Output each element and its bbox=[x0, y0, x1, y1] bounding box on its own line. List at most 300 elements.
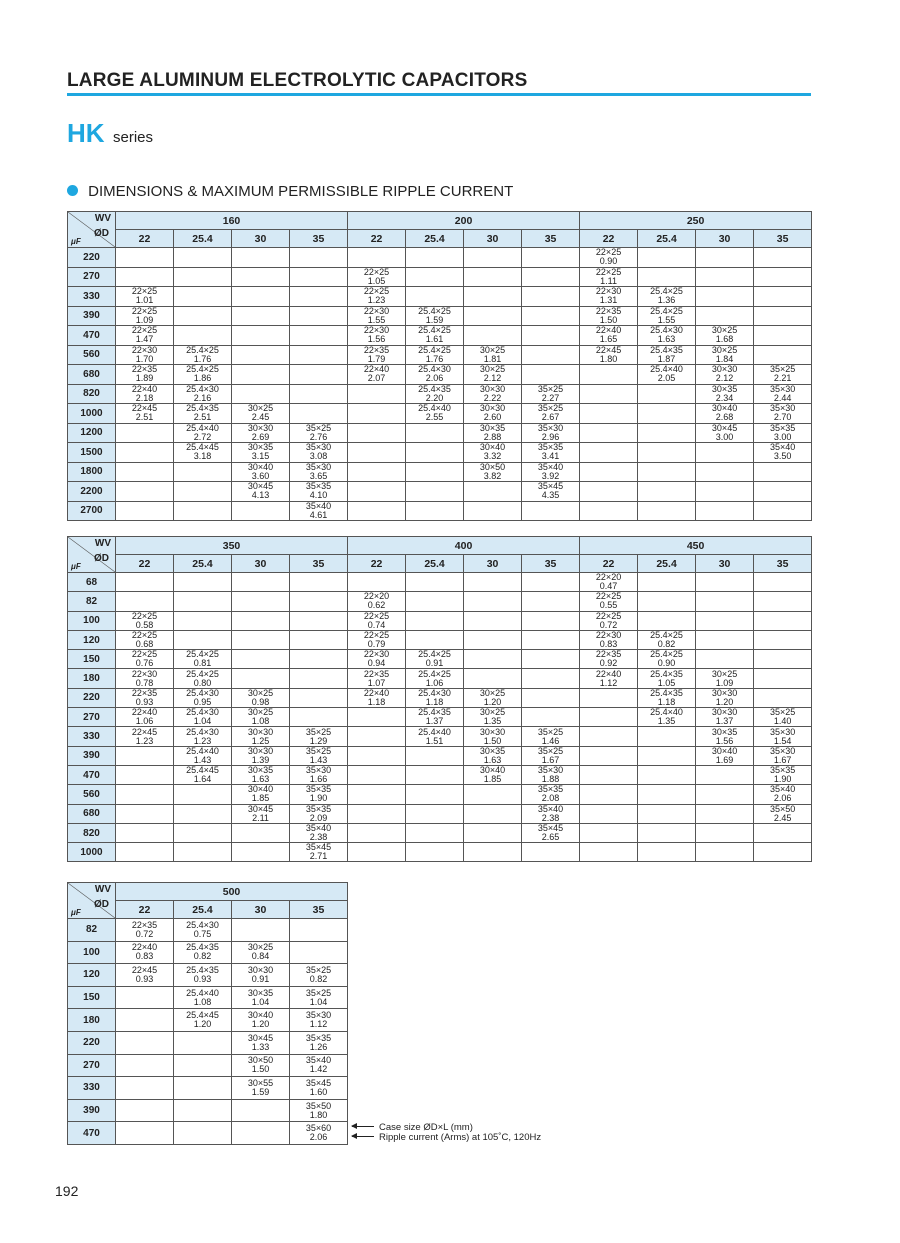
ripple-current: 2.20 bbox=[425, 392, 444, 403]
spec-cell bbox=[522, 650, 580, 669]
ripple-current: 1.84 bbox=[715, 353, 734, 364]
case-size: 25.4×25 bbox=[418, 668, 451, 679]
spec-cell bbox=[638, 573, 696, 592]
spec-cell bbox=[638, 843, 696, 862]
spec-cell bbox=[754, 482, 812, 502]
spec-cell bbox=[464, 404, 522, 424]
spec-cell bbox=[290, 746, 348, 765]
spec-cell bbox=[464, 306, 522, 326]
case-size: 25.4×40 bbox=[650, 707, 683, 718]
ripple-current: 1.54 bbox=[773, 735, 792, 746]
od-label: ØD bbox=[94, 228, 109, 239]
spec-cell bbox=[174, 326, 232, 346]
ripple-current: 2.18 bbox=[135, 392, 154, 403]
arrow-left-icon bbox=[352, 1136, 374, 1137]
spec-cell bbox=[696, 423, 754, 443]
table-row bbox=[68, 765, 812, 784]
table-row bbox=[68, 384, 812, 404]
spec-cell bbox=[696, 592, 754, 611]
spec-cell bbox=[348, 462, 406, 482]
spec-cell bbox=[580, 443, 638, 463]
ripple-current: 2.55 bbox=[425, 412, 444, 423]
case-size: 25.4×30 bbox=[186, 383, 219, 394]
ripple-current: 2.22 bbox=[483, 392, 502, 403]
ripple-current: 1.05 bbox=[657, 677, 676, 688]
case-size: 22×30 bbox=[131, 668, 158, 679]
case-size: 22×25 bbox=[131, 649, 158, 660]
capacitance-cell: 470 bbox=[68, 1122, 116, 1145]
case-size: 30×30 bbox=[247, 745, 274, 756]
ripple-current: 3.18 bbox=[193, 451, 212, 462]
ripple-current: 3.00 bbox=[715, 431, 734, 442]
spec-cell bbox=[522, 785, 580, 804]
od-label: ØD bbox=[94, 899, 109, 910]
spec-cell bbox=[116, 746, 174, 765]
spec-cell bbox=[290, 919, 348, 942]
case-size: 35×25 bbox=[305, 745, 332, 756]
spec-cell bbox=[406, 804, 464, 823]
ripple-current: 2.70 bbox=[773, 412, 792, 423]
case-size: 35×35 bbox=[305, 481, 332, 492]
spec-cell bbox=[754, 843, 812, 862]
case-size: 35×30 bbox=[305, 765, 332, 776]
spec-cell bbox=[522, 404, 580, 424]
ripple-current: 1.55 bbox=[657, 314, 676, 325]
ripple-current: 2.07 bbox=[367, 373, 386, 384]
spec-cell bbox=[406, 785, 464, 804]
case-size: 30×25 bbox=[479, 687, 506, 698]
case-size: 25.4×25 bbox=[186, 364, 219, 375]
spec-cell bbox=[116, 765, 174, 784]
diameter-header: 30 bbox=[464, 555, 522, 573]
case-size: 22×25 bbox=[131, 325, 158, 336]
spec-cell bbox=[754, 688, 812, 707]
spec-cell bbox=[174, 843, 232, 862]
spec-cell bbox=[116, 708, 174, 727]
case-size: 22×30 bbox=[595, 286, 622, 297]
spec-cell bbox=[522, 306, 580, 326]
case-size: 25.4×40 bbox=[186, 987, 219, 998]
capacitance-cell: 82 bbox=[68, 919, 116, 942]
case-size: 30×30 bbox=[479, 383, 506, 394]
case-size: 22×45 bbox=[131, 403, 158, 414]
table-row bbox=[68, 804, 812, 823]
case-size: 30×25 bbox=[711, 344, 738, 355]
ripple-current: 1.63 bbox=[483, 754, 502, 765]
ripple-current: 2.51 bbox=[193, 412, 212, 423]
spec-cell bbox=[638, 423, 696, 443]
capacitance-cell: 270 bbox=[68, 1054, 116, 1077]
ripple-current: 1.39 bbox=[251, 754, 270, 765]
spec-cell bbox=[348, 823, 406, 842]
spec-cell bbox=[464, 573, 522, 592]
spec-cell bbox=[406, 248, 464, 268]
spec-cell bbox=[116, 1099, 174, 1122]
case-size: 22×25 bbox=[131, 286, 158, 297]
spec-cell bbox=[116, 345, 174, 365]
ripple-current: 2.71 bbox=[309, 851, 328, 862]
case-size: 35×60 bbox=[305, 1123, 332, 1134]
ripple-current: 1.35 bbox=[483, 716, 502, 727]
spec-cell bbox=[406, 501, 464, 521]
spec-cell bbox=[174, 384, 232, 404]
spec-cell bbox=[696, 287, 754, 307]
diameter-header: 30 bbox=[696, 555, 754, 573]
ripple-current: 0.91 bbox=[251, 973, 270, 984]
table-row bbox=[68, 345, 812, 365]
spec-cell bbox=[522, 443, 580, 463]
spec-cell bbox=[174, 267, 232, 287]
spec-cell bbox=[348, 404, 406, 424]
wv-label: WV bbox=[94, 538, 111, 549]
ripple-current: 1.56 bbox=[715, 735, 734, 746]
spec-cell bbox=[638, 365, 696, 385]
spec-cell bbox=[464, 326, 522, 346]
table-row bbox=[68, 785, 812, 804]
ripple-current: 0.72 bbox=[599, 619, 618, 630]
spec-cell bbox=[232, 765, 290, 784]
table-row bbox=[68, 462, 812, 482]
ripple-current: 0.92 bbox=[599, 658, 618, 669]
table-row bbox=[68, 501, 812, 521]
spec-cell bbox=[406, 823, 464, 842]
case-size: 30×40 bbox=[247, 1010, 274, 1021]
spec-cell bbox=[638, 267, 696, 287]
ripple-current: 1.33 bbox=[251, 1041, 270, 1052]
spec-cell bbox=[464, 746, 522, 765]
case-size: 22×35 bbox=[363, 344, 390, 355]
spec-cell bbox=[754, 384, 812, 404]
spec-cell bbox=[174, 1031, 232, 1054]
ripple-current: 1.05 bbox=[367, 275, 386, 286]
spec-cell bbox=[232, 1054, 290, 1077]
spec-cell bbox=[174, 482, 232, 502]
capacitance-cell: 1500 bbox=[68, 443, 116, 463]
ripple-current: 2.51 bbox=[135, 412, 154, 423]
case-size: 35×40 bbox=[769, 784, 796, 795]
spec-cell bbox=[348, 765, 406, 784]
case-size: 22×20 bbox=[363, 591, 390, 602]
capacitance-cell: 220 bbox=[68, 248, 116, 268]
case-size: 22×25 bbox=[595, 266, 622, 277]
spec-cell bbox=[174, 650, 232, 669]
capacitance-cell: 150 bbox=[68, 650, 116, 669]
case-size: 35×50 bbox=[305, 1100, 332, 1111]
case-size: 35×45 bbox=[305, 1077, 332, 1088]
capacitance-cell: 680 bbox=[68, 365, 116, 385]
spec-cell bbox=[174, 669, 232, 688]
case-size: 25.4×25 bbox=[418, 325, 451, 336]
spec-cell bbox=[580, 423, 638, 443]
case-size: 30×30 bbox=[247, 964, 274, 975]
spec-cell bbox=[754, 650, 812, 669]
table-row bbox=[68, 1031, 348, 1054]
spec-cell bbox=[522, 688, 580, 707]
ripple-current: 1.81 bbox=[483, 353, 502, 364]
case-size: 30×30 bbox=[711, 707, 738, 718]
spec-cell bbox=[464, 267, 522, 287]
spec-cell bbox=[174, 248, 232, 268]
spec-cell bbox=[696, 843, 754, 862]
ripple-current: 2.16 bbox=[193, 392, 212, 403]
spec-cell bbox=[464, 248, 522, 268]
spec-cell bbox=[290, 267, 348, 287]
diameter-header: 25.4 bbox=[174, 901, 232, 919]
spec-cell bbox=[232, 1099, 290, 1122]
ripple-current: 1.12 bbox=[309, 1019, 328, 1030]
wv-label: WV bbox=[94, 884, 111, 895]
spec-cell bbox=[464, 785, 522, 804]
spec-cell bbox=[580, 746, 638, 765]
spec-cell bbox=[348, 423, 406, 443]
case-size: 35×30 bbox=[305, 442, 332, 453]
spec-cell bbox=[290, 708, 348, 727]
ripple-current: 0.80 bbox=[193, 677, 212, 688]
voltage-header-row bbox=[68, 883, 348, 901]
spec-cell bbox=[754, 423, 812, 443]
spec-cell bbox=[754, 785, 812, 804]
table-row bbox=[68, 267, 812, 287]
ripple-current: 0.94 bbox=[367, 658, 386, 669]
capacitance-cell: 220 bbox=[68, 688, 116, 707]
voltage-header: 200 bbox=[348, 212, 580, 230]
spec-cell bbox=[638, 345, 696, 365]
ripple-current: 1.23 bbox=[193, 735, 212, 746]
spec-cell bbox=[522, 248, 580, 268]
spec-cell bbox=[116, 404, 174, 424]
spec-cell bbox=[464, 765, 522, 784]
spec-cell bbox=[232, 746, 290, 765]
ripple-current: 1.76 bbox=[193, 353, 212, 364]
spec-cell bbox=[116, 785, 174, 804]
ripple-current: 1.06 bbox=[135, 716, 154, 727]
spec-cell bbox=[290, 611, 348, 630]
table-row bbox=[68, 573, 812, 592]
spec-cell bbox=[348, 573, 406, 592]
spec-cell bbox=[580, 384, 638, 404]
spec-cell bbox=[290, 1077, 348, 1100]
case-size: 35×25 bbox=[305, 964, 332, 975]
spec-cell bbox=[174, 462, 232, 482]
spec-cell bbox=[232, 306, 290, 326]
spec-cell bbox=[232, 611, 290, 630]
spec-cell bbox=[232, 941, 290, 964]
diameter-header: 25.4 bbox=[174, 230, 232, 248]
voltage-header-row bbox=[68, 212, 812, 230]
spec-cell bbox=[174, 1099, 232, 1122]
case-size: 25.4×30 bbox=[186, 726, 219, 737]
case-size: 22×45 bbox=[131, 726, 158, 737]
ripple-current: 0.62 bbox=[367, 600, 386, 611]
case-size: 35×40 bbox=[769, 442, 796, 453]
spec-cell bbox=[638, 287, 696, 307]
ripple-current: 1.67 bbox=[541, 754, 560, 765]
capacitance-cell: 560 bbox=[68, 785, 116, 804]
spec-cell bbox=[290, 1054, 348, 1077]
case-size: 22×35 bbox=[131, 364, 158, 375]
spec-cell bbox=[116, 423, 174, 443]
spec-cell bbox=[406, 746, 464, 765]
spec-cell bbox=[522, 746, 580, 765]
spec-cell bbox=[406, 462, 464, 482]
case-size: 35×35 bbox=[305, 1032, 332, 1043]
ripple-current: 3.92 bbox=[541, 470, 560, 481]
spec-cell bbox=[348, 611, 406, 630]
spec-cell bbox=[174, 941, 232, 964]
ripple-current: 1.20 bbox=[715, 696, 734, 707]
spec-cell bbox=[348, 326, 406, 346]
case-size: 25.4×30 bbox=[418, 364, 451, 375]
diameter-header: 35 bbox=[754, 555, 812, 573]
case-size: 35×30 bbox=[537, 422, 564, 433]
diameter-header: 35 bbox=[754, 230, 812, 248]
spec-cell bbox=[116, 964, 174, 987]
spec-cell bbox=[406, 404, 464, 424]
case-size: 30×45 bbox=[247, 803, 274, 814]
spec-cell bbox=[232, 630, 290, 649]
spec-cell bbox=[174, 785, 232, 804]
wv-label: WV bbox=[94, 213, 111, 224]
spec-cell bbox=[464, 501, 522, 521]
case-size: 30×35 bbox=[711, 383, 738, 394]
spec-cell bbox=[290, 941, 348, 964]
ripple-current: 1.60 bbox=[309, 1086, 328, 1097]
spec-cell bbox=[464, 287, 522, 307]
table-row bbox=[68, 986, 348, 1009]
voltage-header: 400 bbox=[348, 537, 580, 555]
spec-cell bbox=[696, 306, 754, 326]
spec-cell bbox=[522, 804, 580, 823]
ripple-current: 1.47 bbox=[135, 334, 154, 345]
capacitance-cell: 330 bbox=[68, 727, 116, 746]
ripple-current: 0.68 bbox=[135, 639, 154, 650]
spec-cell bbox=[232, 919, 290, 942]
ripple-current: 0.84 bbox=[251, 951, 270, 962]
case-size: 30×55 bbox=[247, 1077, 274, 1088]
spec-cell bbox=[232, 482, 290, 502]
case-size: 35×40 bbox=[305, 500, 332, 511]
ripple-current: 1.46 bbox=[541, 735, 560, 746]
spec-cell bbox=[406, 630, 464, 649]
spec-cell bbox=[580, 326, 638, 346]
ripple-current: 3.82 bbox=[483, 470, 502, 481]
ripple-current: 1.18 bbox=[425, 696, 444, 707]
spec-cell bbox=[116, 306, 174, 326]
ripple-current: 0.55 bbox=[599, 600, 618, 611]
ripple-current: 1.55 bbox=[367, 314, 386, 325]
case-size: 22×30 bbox=[363, 305, 390, 316]
case-size: 30×35 bbox=[479, 422, 506, 433]
case-size: 35×25 bbox=[537, 403, 564, 414]
case-size: 35×25 bbox=[537, 745, 564, 756]
capacitance-cell: 68 bbox=[68, 573, 116, 592]
spec-cell bbox=[174, 964, 232, 987]
spec-cell bbox=[116, 804, 174, 823]
spec-cell bbox=[754, 708, 812, 727]
ripple-current: 2.38 bbox=[309, 832, 328, 842]
ripple-current: 1.04 bbox=[309, 996, 328, 1007]
spec-cell bbox=[580, 727, 638, 746]
ripple-current: 1.61 bbox=[425, 334, 444, 345]
ripple-current: 2.65 bbox=[541, 832, 560, 842]
ripple-current: 1.26 bbox=[309, 1041, 328, 1052]
spec-cell bbox=[522, 365, 580, 385]
capacitance-cell: 390 bbox=[68, 1099, 116, 1122]
ripple-current: 1.65 bbox=[599, 334, 618, 345]
case-size: 30×25 bbox=[711, 668, 738, 679]
case-size: 22×45 bbox=[595, 344, 622, 355]
series-code: HK bbox=[67, 118, 105, 148]
spec-cell bbox=[580, 404, 638, 424]
capacitance-cell: 150 bbox=[68, 986, 116, 1009]
spec-cell bbox=[174, 765, 232, 784]
spec-cell bbox=[348, 287, 406, 307]
spec-cell bbox=[464, 365, 522, 385]
case-size: 30×40 bbox=[479, 765, 506, 776]
spec-cell bbox=[464, 843, 522, 862]
table-row bbox=[68, 964, 348, 987]
spec-cell bbox=[754, 267, 812, 287]
spec-cell bbox=[174, 727, 232, 746]
ripple-current: 2.44 bbox=[773, 392, 792, 403]
ripple-current: 1.01 bbox=[135, 295, 154, 306]
ripple-current: 1.07 bbox=[367, 677, 386, 688]
capacitance-cell: 1200 bbox=[68, 423, 116, 443]
diameter-header: 25.4 bbox=[406, 555, 464, 573]
diameter-header: 22 bbox=[348, 230, 406, 248]
section-title: DIMENSIONS & MAXIMUM PERMISSIBLE RIPPLE CURRENT bbox=[88, 183, 514, 200]
case-size: 22×40 bbox=[363, 687, 390, 698]
od-label: ØD bbox=[94, 553, 109, 564]
capacitance-cell: 120 bbox=[68, 630, 116, 649]
case-size: 35×30 bbox=[537, 765, 564, 776]
capacitance-cell: 330 bbox=[68, 1077, 116, 1100]
spec-cell bbox=[116, 482, 174, 502]
spec-cell bbox=[406, 669, 464, 688]
legend-case-size-text: Case size ØD×L (mm) bbox=[379, 1122, 473, 1133]
spec-cell bbox=[754, 823, 812, 842]
spec-cell bbox=[116, 1031, 174, 1054]
spec-cell bbox=[754, 404, 812, 424]
case-size: 30×35 bbox=[247, 987, 274, 998]
spec-cell bbox=[580, 482, 638, 502]
spec-cell bbox=[348, 501, 406, 521]
spec-cell bbox=[638, 404, 696, 424]
diameter-header: 35 bbox=[290, 555, 348, 573]
ripple-current: 1.66 bbox=[309, 774, 328, 785]
spec-cell bbox=[116, 669, 174, 688]
spec-cell bbox=[580, 462, 638, 482]
spec-cell bbox=[290, 365, 348, 385]
ripple-current: 0.95 bbox=[193, 696, 212, 707]
spec-cell bbox=[580, 669, 638, 688]
spec-cell bbox=[116, 573, 174, 592]
spec-cell bbox=[290, 482, 348, 502]
case-size: 25.4×35 bbox=[186, 403, 219, 414]
case-size: 25.4×25 bbox=[650, 630, 683, 641]
table-row bbox=[68, 248, 812, 268]
ripple-current: 1.50 bbox=[251, 1064, 270, 1075]
ripple-current: 4.35 bbox=[541, 490, 560, 501]
spec-cell bbox=[696, 365, 754, 385]
case-size: 35×40 bbox=[537, 461, 564, 472]
case-size: 35×25 bbox=[305, 987, 332, 998]
spec-cell bbox=[464, 443, 522, 463]
diameter-header: 22 bbox=[348, 555, 406, 573]
case-size: 25.4×25 bbox=[186, 344, 219, 355]
table-row bbox=[68, 843, 812, 862]
case-size: 25.4×35 bbox=[418, 383, 451, 394]
